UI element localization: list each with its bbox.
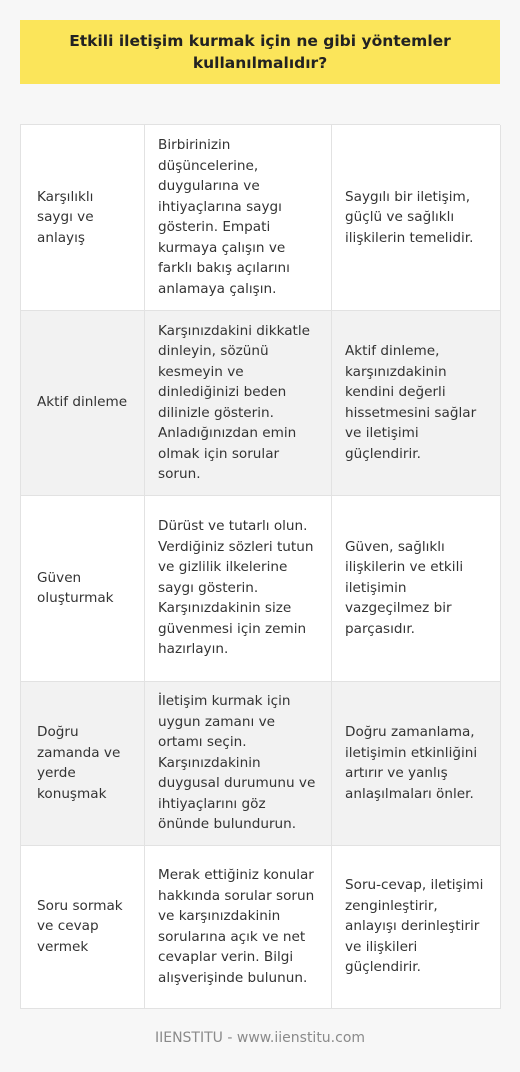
benefit-cell: Soru-cevap, iletişimi zenginleştirir, anlayışı derinleştirir ve ilişkileri güçlendirir. [332,845,501,1008]
benefit-cell: Aktif dinleme, karşınızdakinin kendini değerli hissetmesini sağlar ve iletişimi güçlendirir. [332,310,501,495]
table-row [21,125,501,310]
method-cell: Karşılıklı saygı ve anlayış [21,125,145,310]
method-cell: Soru sormak ve cevap vermek [21,845,145,1008]
methods-table [20,124,500,1009]
table-row [21,495,501,681]
table-row [21,310,501,495]
title-banner [20,20,500,84]
description-cell: Birbirinizin düşüncelerine, duygularına ve ihtiyaçlarına saygı gösterin. Empati kurmaya çalışın ve farklı bakış açılarını anlamaya çalışın. [145,125,332,310]
page-title: Etkili iletişim kurmak için ne gibi yöntemler kullanılmalıdır? [69,32,451,72]
footer-credit: IIENSTITU - www.iienstitu.com [154,1030,366,1046]
method-cell: Güven oluşturmak [21,495,145,681]
description-cell: Karşınızdakini dikkatle dinleyin, sözünü kesmeyin ve dinlediğinizi beden dilinizle gösterin. Anladığınızdan emin olmak için sorular sorun. [145,310,332,495]
benefit-cell: Güven, sağlıklı ilişkilerin ve etkili iletişimin vazgeçilmez bir parçasıdır. [332,495,501,681]
description-cell: Dürüst ve tutarlı olun. Verdiğiniz sözleri tutun ve gizlilik ilkelerine saygı gösterin. Karşınızdakinin size güvenmesi için zemin hazırlayın. [145,495,332,681]
method-cell: Aktif dinleme [21,310,145,495]
description-cell: İletişim kurmak için uygun zamanı ve ortamı seçin. Karşınızdakinin duygusal durumunu ve ihtiyaçlarını göz önünde bulundurun. [145,681,332,845]
method-cell: Doğru zamanda ve yerde konuşmak [21,681,145,845]
benefit-cell: Saygılı bir iletişim, güçlü ve sağlıklı ilişkilerin temelidir. [332,125,501,310]
table-row [21,681,501,845]
table-row [21,845,501,1008]
benefit-cell: Doğru zamanlama, iletişimin etkinliğini artırır ve yanlış anlaşılmaları önler. [332,681,501,845]
description-cell: Merak ettiğiniz konular hakkında sorular sorun ve karşınızdakinin sorularına açık ve net cevaplar verin. Bilgi alışverişinde bulunun. [145,845,332,1008]
